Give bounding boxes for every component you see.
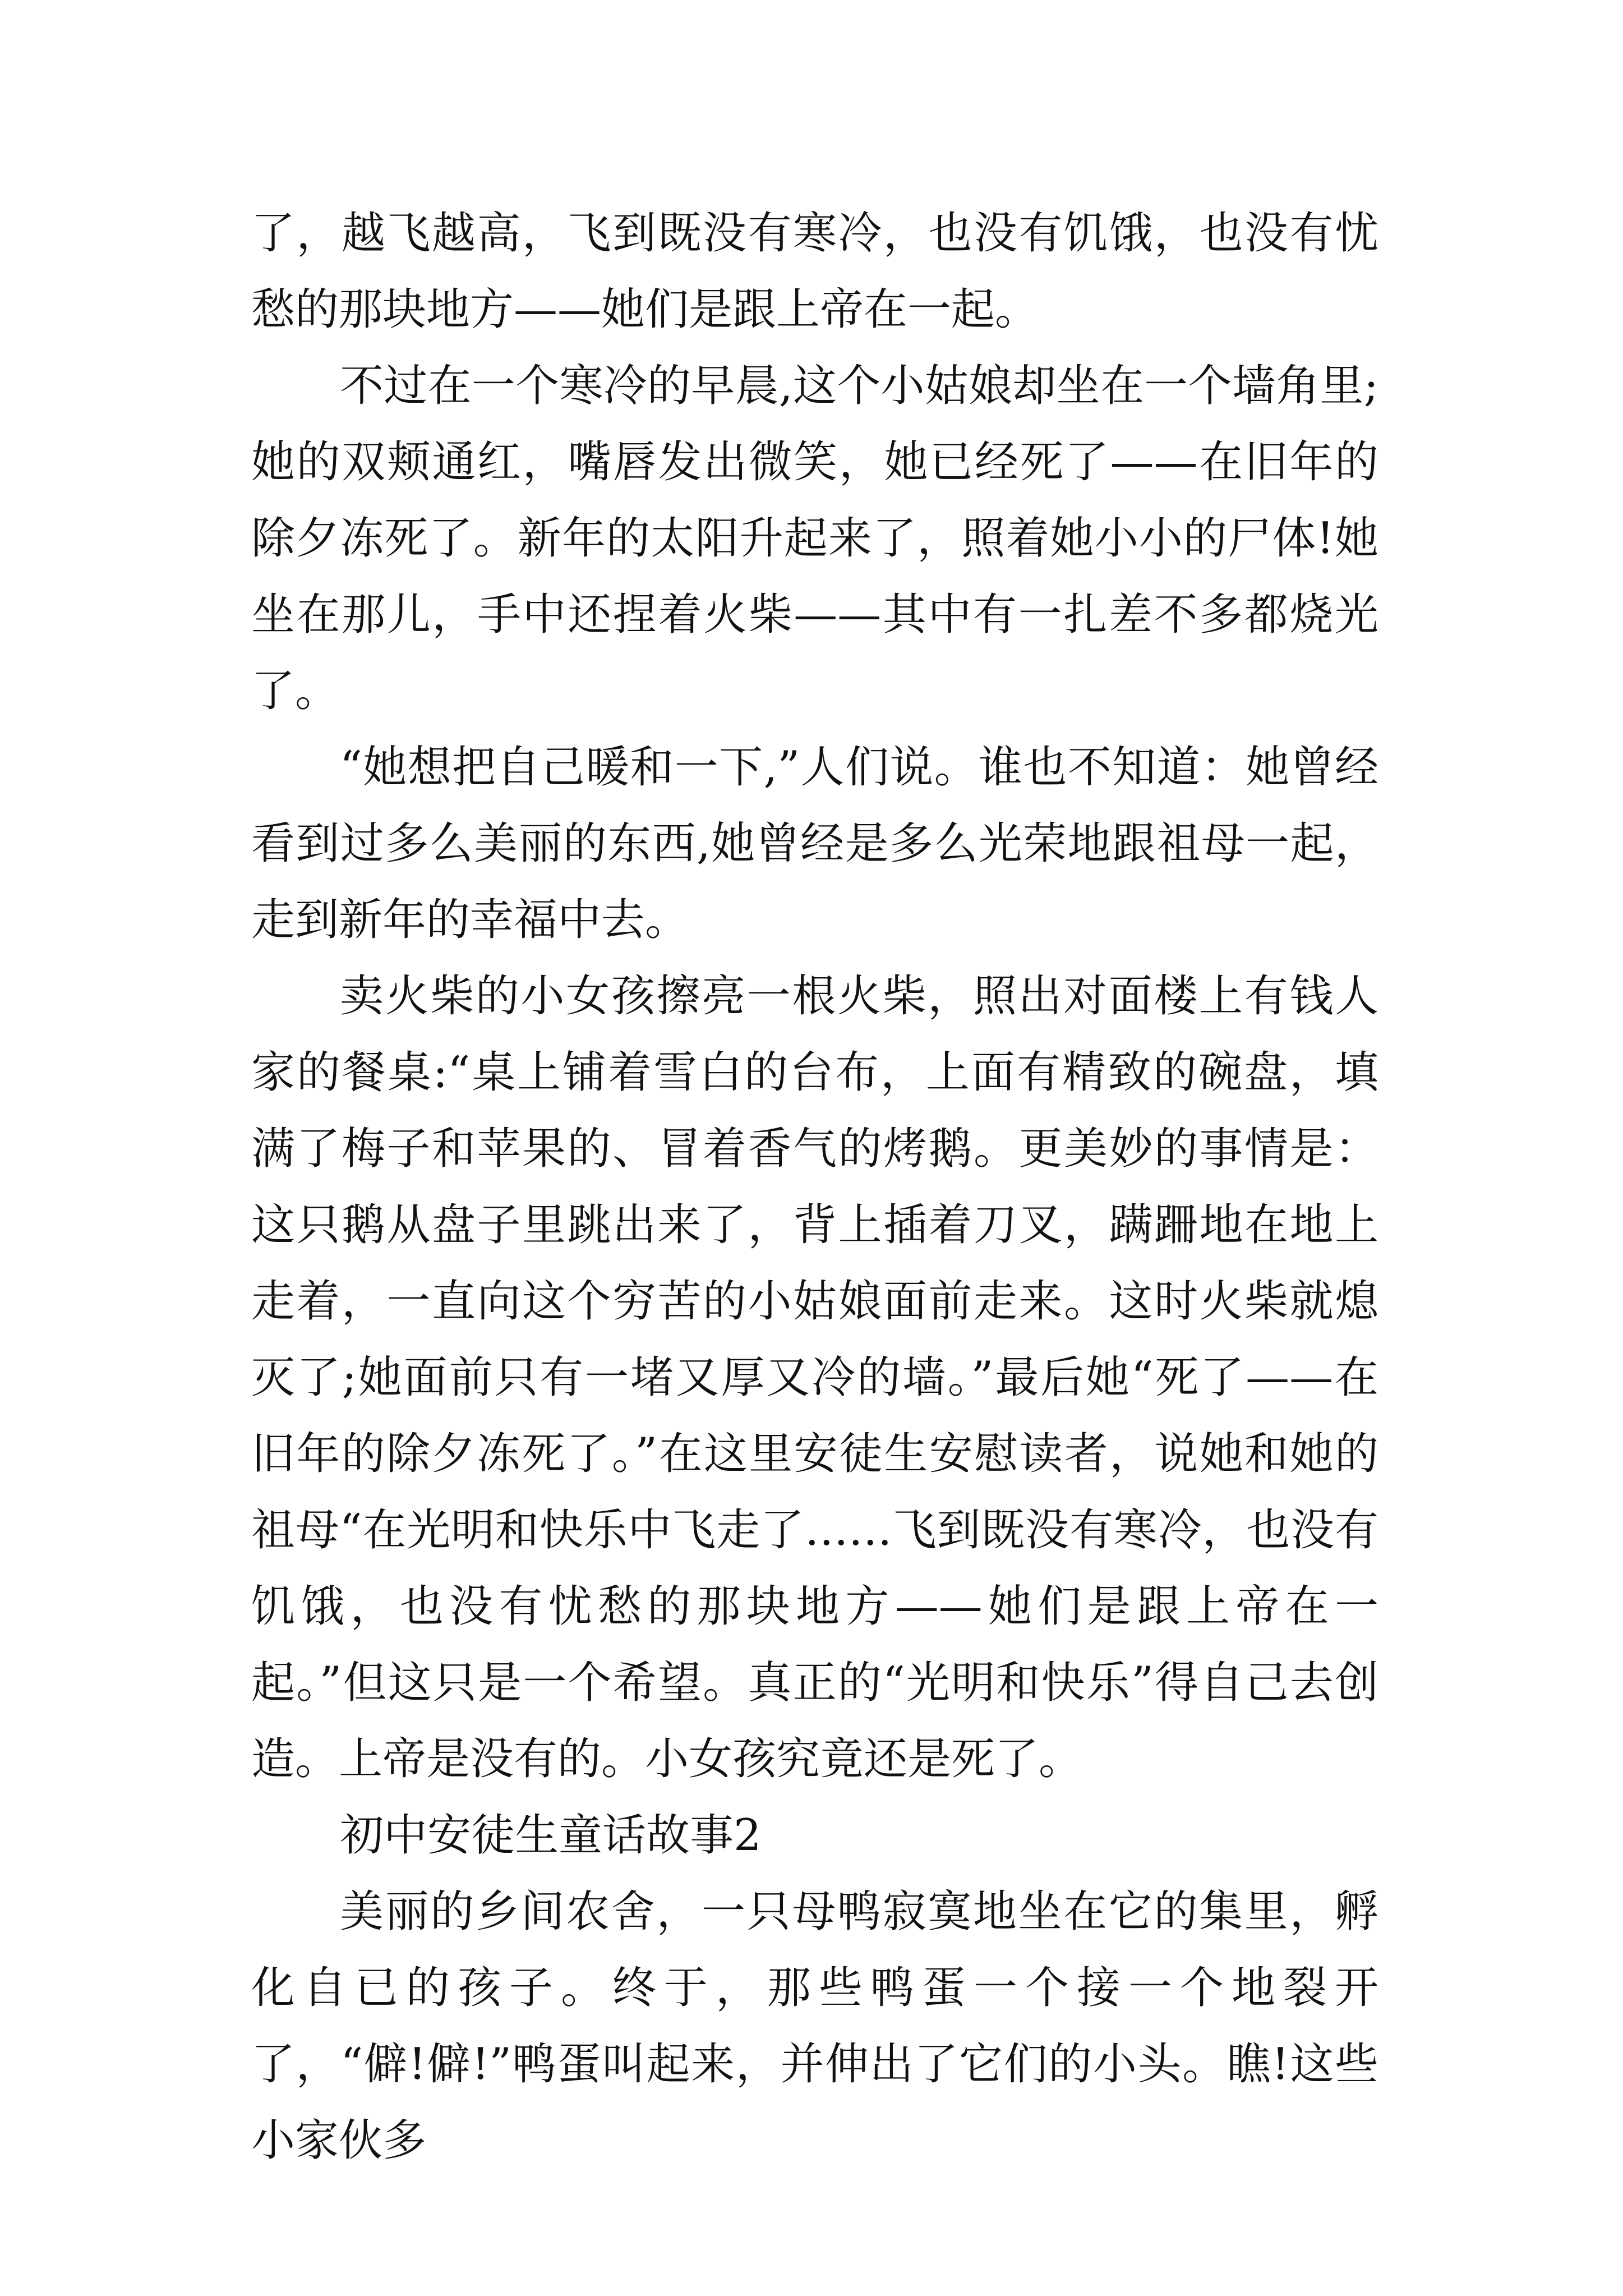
paragraph-people-said: “她想把自己暖和一下,”人们说。谁也不知道：她曾经看到过多么美丽的东西,她曾经是多么光荣地跟祖母一起，走到新年的幸福中去。	[251, 742, 1378, 945]
paragraph-analysis: 卖火柴的小女孩擦亮一根火柴，照出对面楼上有钱人家的餐桌:“桌上铺着雪白的台布，上面有精致的碗盘，填满了梅子和苹果的、冒着香气的烤鹅。更美妙的事情是：这只鹅从盘子里跳出来了，背上插着刀叉，蹒跚地在地上走着，一直向这个穷苦的小姑娘面前走来。这时火柴就熄灭了;她面前只有一堵又厚又冷的墙。”最后她“死了——在旧年的除夕冻死了。”在这里安徒生安慰读者，说她和她的祖母“在光明和快乐中飞走了……飞到既没有寒冷，也没有饥饿，也没有忧愁的那块地方——她们是跟上帝在一起。”但这只是一个希望。真正的“光明和快乐”得自己去创造。上帝是没有的。小女孩究竟还是死了。	[251, 971, 1378, 1784]
paragraph-continuation: 了，越飞越高，飞到既没有寒冷，也没有饥饿，也没有忧愁的那块地方——她们是跟上帝在一起。	[251, 208, 1378, 335]
paragraph-duckling: 美丽的乡间农舍，一只母鸭寂寞地坐在它的集里，孵化自已的孩子。终于，那些鸭蛋一个接一个地裂开了，“僻!僻!”鸭蛋叫起来，并伸出了它们的小头。瞧!这些小家伙多	[251, 1887, 1378, 2166]
paragraph-winter-morning: 不过在一个寒冷的早晨,这个小姑娘却坐在一个墙角里;她的双颊通红，嘴唇发出微笑，她已经死了——在旧年的除夕冻死了。新年的太阳升起来了，照着她小小的尸体!她坐在那儿，手中还捏着火柴——其中有一扎差不多都烧光了。	[251, 361, 1378, 716]
section-heading: 初中安徒生童话故事2	[340, 1810, 762, 1861]
document-body	[251, 195, 1378, 2179]
